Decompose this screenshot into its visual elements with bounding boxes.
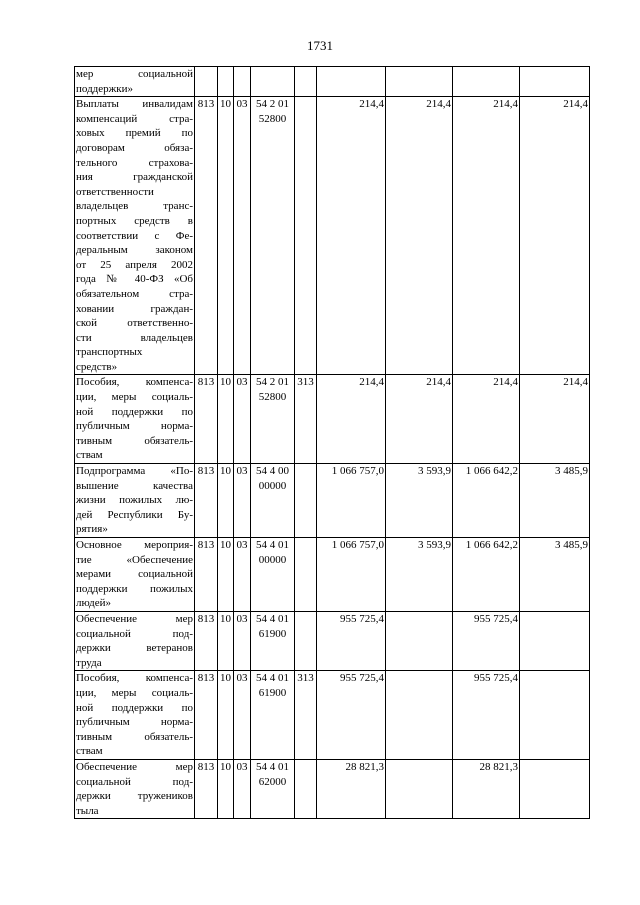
row-name-line: Обеспечение мер: [76, 760, 193, 773]
row-name-line: ствам: [76, 449, 103, 462]
row-name-cell: [75, 97, 195, 375]
target-article-part: 61900: [258, 686, 287, 699]
amount-cell: [386, 611, 453, 670]
expense-type-cell: [295, 759, 317, 818]
subsection-code-cell: 03: [234, 611, 251, 670]
row-name-line: соответствии с Фе-: [76, 229, 193, 242]
target-article-part: 61900: [258, 627, 287, 640]
amount-cell: [520, 67, 590, 97]
row-name-line: социальной под-: [76, 775, 193, 788]
expense-type-cell: [295, 97, 317, 375]
target-article-part: 54 4 01: [256, 612, 289, 625]
row-name-line: тие «Обеспечение: [76, 553, 193, 566]
grbs-code-cell: 813: [195, 97, 218, 375]
amount-cell: 214,4: [453, 97, 520, 375]
row-name-line: Обеспечение мер: [76, 612, 193, 625]
grbs-code-cell: 813: [195, 538, 218, 612]
target-article-cell: [251, 671, 295, 760]
table-row: [75, 97, 590, 375]
target-article-cell: [251, 97, 295, 375]
amount-cell: [386, 759, 453, 818]
row-name-line: людей»: [76, 597, 112, 610]
target-article-part: 54 4 00: [256, 465, 289, 478]
row-name-line: портных средств в: [76, 214, 193, 227]
amount-cell: 28 821,3: [317, 759, 386, 818]
page-number: 1731: [307, 38, 333, 53]
row-name-line: Пособия, компенса-: [76, 672, 193, 685]
target-article-cell: [251, 538, 295, 612]
row-name-line: компенсаций стра-: [76, 112, 193, 125]
amount-cell: 3 593,9: [386, 464, 453, 538]
target-article-part: 00000: [258, 553, 287, 566]
section-code-cell: 10: [218, 464, 234, 538]
amount-cell: 1 066 642,2: [453, 464, 520, 538]
row-name-line: от 25 апреля 2002: [76, 258, 193, 271]
row-name-cell: [75, 67, 195, 97]
row-name-line: сти владельцев: [76, 331, 193, 344]
row-name-line: ной поддержки по: [76, 405, 193, 418]
amount-cell: 3 485,9: [520, 464, 590, 538]
amount-cell: 955 725,4: [453, 611, 520, 670]
row-name-line: тивным обязатель-: [76, 434, 193, 447]
row-name-cell: [75, 538, 195, 612]
row-name-line: ния гражданской: [76, 171, 193, 184]
amount-cell: 214,4: [520, 375, 590, 464]
amount-cell: 1 066 757,0: [317, 538, 386, 612]
target-article-cell: [251, 67, 295, 97]
table-row: [75, 375, 590, 464]
section-code-cell: 10: [218, 671, 234, 760]
row-name-line: публичным норма-: [76, 716, 193, 729]
amount-cell: 28 821,3: [453, 759, 520, 818]
section-code-cell: 10: [218, 611, 234, 670]
amount-cell: 214,4: [317, 375, 386, 464]
row-name-line: ховании граждан-: [76, 302, 193, 315]
expense-type-cell: [295, 464, 317, 538]
row-name-line: дей Республики Бу-: [76, 508, 193, 521]
row-name-line: ховых премий по: [76, 127, 193, 140]
grbs-code-cell: [195, 67, 218, 97]
expense-type-cell: [295, 67, 317, 97]
section-code-cell: [218, 67, 234, 97]
row-name-line: владельцев транс-: [76, 200, 193, 213]
row-name-line: ской ответственно-: [76, 317, 193, 330]
amount-cell: [317, 67, 386, 97]
amount-cell: [520, 671, 590, 760]
target-article-part: 54 2 01: [256, 98, 289, 111]
row-name-line: года № 40-ФЗ «Об: [76, 273, 193, 286]
table-row: [75, 759, 590, 818]
row-name-line: Основное мероприя-: [76, 539, 193, 551]
subsection-code-cell: 03: [234, 375, 251, 464]
target-article-part: 62000: [258, 775, 287, 788]
row-name-line: мерами социальной: [76, 568, 193, 581]
row-name-line: тыла: [76, 804, 99, 817]
table-row: [75, 611, 590, 670]
amount-cell: 3 485,9: [520, 538, 590, 612]
target-article-part: 54 4 01: [256, 539, 289, 551]
row-name-line: жизни пожилых лю-: [76, 494, 193, 507]
row-name-line: социальной под-: [76, 627, 193, 640]
row-name-cell: [75, 375, 195, 464]
row-name-line: тивным обязатель-: [76, 730, 193, 743]
grbs-code-cell: 813: [195, 375, 218, 464]
row-name-line: ной поддержки по: [76, 701, 193, 714]
table-row: [75, 671, 590, 760]
row-name-cell: [75, 671, 195, 760]
budget-table: [74, 66, 590, 819]
row-name-cell: [75, 464, 195, 538]
amount-cell: [386, 671, 453, 760]
row-name-line: тельного страхова-: [76, 156, 193, 169]
table-row: [75, 67, 590, 97]
grbs-code-cell: 813: [195, 759, 218, 818]
amount-cell: 1 066 757,0: [317, 464, 386, 538]
row-name-line: мер социальной: [76, 68, 193, 80]
row-name-cell: [75, 759, 195, 818]
row-name-line: держки тружеников: [76, 790, 193, 803]
amount-cell: 1 066 642,2: [453, 538, 520, 612]
row-name-line: ции, меры социаль-: [76, 686, 193, 699]
section-code-cell: 10: [218, 375, 234, 464]
table-row: [75, 538, 590, 612]
row-name-line: ствам: [76, 745, 103, 758]
subsection-code-cell: 03: [234, 464, 251, 538]
target-article-cell: [251, 759, 295, 818]
row-name-line: держки ветеранов: [76, 642, 193, 655]
section-code-cell: 10: [218, 759, 234, 818]
row-name-line: ции, меры социаль-: [76, 391, 193, 404]
amount-cell: [453, 67, 520, 97]
section-code-cell: 10: [218, 538, 234, 612]
row-name-line: обязательном стра-: [76, 287, 193, 300]
target-article-part: 54 2 01: [256, 376, 289, 389]
target-article-part: 52800: [258, 112, 287, 125]
subsection-code-cell: 03: [234, 97, 251, 375]
subsection-code-cell: 03: [234, 538, 251, 612]
target-article-part: 52800: [258, 391, 287, 404]
target-article-cell: [251, 375, 295, 464]
subsection-code-cell: 03: [234, 671, 251, 760]
row-name-line: договорам обяза-: [76, 141, 193, 154]
grbs-code-cell: 813: [195, 464, 218, 538]
row-name-line: ответственности: [76, 185, 154, 198]
grbs-code-cell: 813: [195, 671, 218, 760]
row-name-line: поддержки»: [76, 82, 133, 95]
section-code-cell: 10: [218, 97, 234, 375]
expense-type-cell: 313: [295, 671, 317, 760]
row-name-line: вышение качества: [76, 479, 193, 492]
row-name-cell: [75, 611, 195, 670]
subsection-code-cell: 03: [234, 759, 251, 818]
expense-type-cell: [295, 611, 317, 670]
row-name-line: Пособия, компенса-: [76, 376, 193, 389]
amount-cell: 214,4: [453, 375, 520, 464]
amount-cell: 955 725,4: [453, 671, 520, 760]
target-article-part: 54 4 01: [256, 672, 289, 685]
amount-cell: 214,4: [317, 97, 386, 375]
target-article-cell: [251, 464, 295, 538]
row-name-line: транспортных: [76, 346, 143, 359]
row-name-line: средств»: [76, 360, 118, 373]
amount-cell: 955 725,4: [317, 671, 386, 760]
amount-cell: [520, 759, 590, 818]
row-name-line: публичным норма-: [76, 420, 193, 433]
amount-cell: [386, 67, 453, 97]
amount-cell: 214,4: [386, 97, 453, 375]
amount-cell: 955 725,4: [317, 611, 386, 670]
target-article-part: 54 4 01: [256, 760, 289, 773]
grbs-code-cell: 813: [195, 611, 218, 670]
row-name-line: труда: [76, 656, 102, 669]
table-row: [75, 464, 590, 538]
amount-cell: 214,4: [386, 375, 453, 464]
expense-type-cell: 313: [295, 375, 317, 464]
table-body: [75, 67, 590, 819]
amount-cell: [520, 611, 590, 670]
subsection-code-cell: [234, 67, 251, 97]
amount-cell: 3 593,9: [386, 538, 453, 612]
target-article-cell: [251, 611, 295, 670]
row-name-line: рятия»: [76, 523, 108, 536]
row-name-line: Подпрограмма «По-: [76, 465, 193, 478]
target-article-part: 00000: [258, 479, 287, 492]
row-name-line: Выплаты инвалидам: [76, 98, 193, 111]
row-name-line: поддержки пожилых: [76, 582, 193, 595]
amount-cell: 214,4: [520, 97, 590, 375]
row-name-line: деральным законом: [76, 244, 193, 257]
expense-type-cell: [295, 538, 317, 612]
